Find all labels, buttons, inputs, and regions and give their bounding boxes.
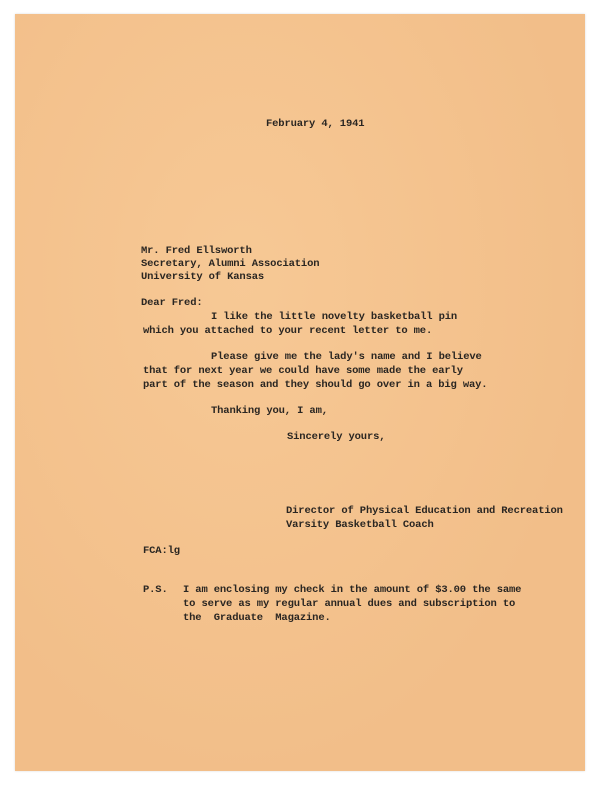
salutation: Dear Fred: (141, 297, 203, 309)
address-line: Mr. Fred Ellsworth (141, 245, 252, 257)
postscript-line: to serve as my regular annual dues and subscription to (183, 598, 516, 610)
typist-initials: FCA:lg (143, 545, 180, 557)
paragraph-line: that for next year we could have some made the early (143, 365, 463, 377)
letter-date: February 4, 1941 (266, 118, 365, 130)
postscript-label: P.S. (143, 584, 168, 596)
address-line: University of Kansas (141, 271, 265, 283)
postscript-line: the Graduate Magazine. (183, 612, 331, 624)
thanks-line: Thanking you, I am, (211, 405, 328, 417)
paragraph-line: part of the season and they should go over in a big way. (143, 379, 488, 391)
paragraph-line: Please give me the lady's name and I believe (211, 351, 482, 363)
title-line: Director of Physical Education and Recreation (286, 505, 563, 517)
paragraph-line: which you attached to your recent letter to me. (143, 325, 433, 337)
closing: Sincerely yours, (287, 431, 386, 443)
title-line: Varsity Basketball Coach (286, 519, 434, 531)
paragraph-line: I like the little novelty basketball pin (211, 311, 458, 323)
letter-page (15, 14, 585, 771)
address-line: Secretary, Alumni Association (141, 258, 320, 270)
postscript-line: I am enclosing my check in the amount of $3.00 the same (183, 584, 522, 596)
